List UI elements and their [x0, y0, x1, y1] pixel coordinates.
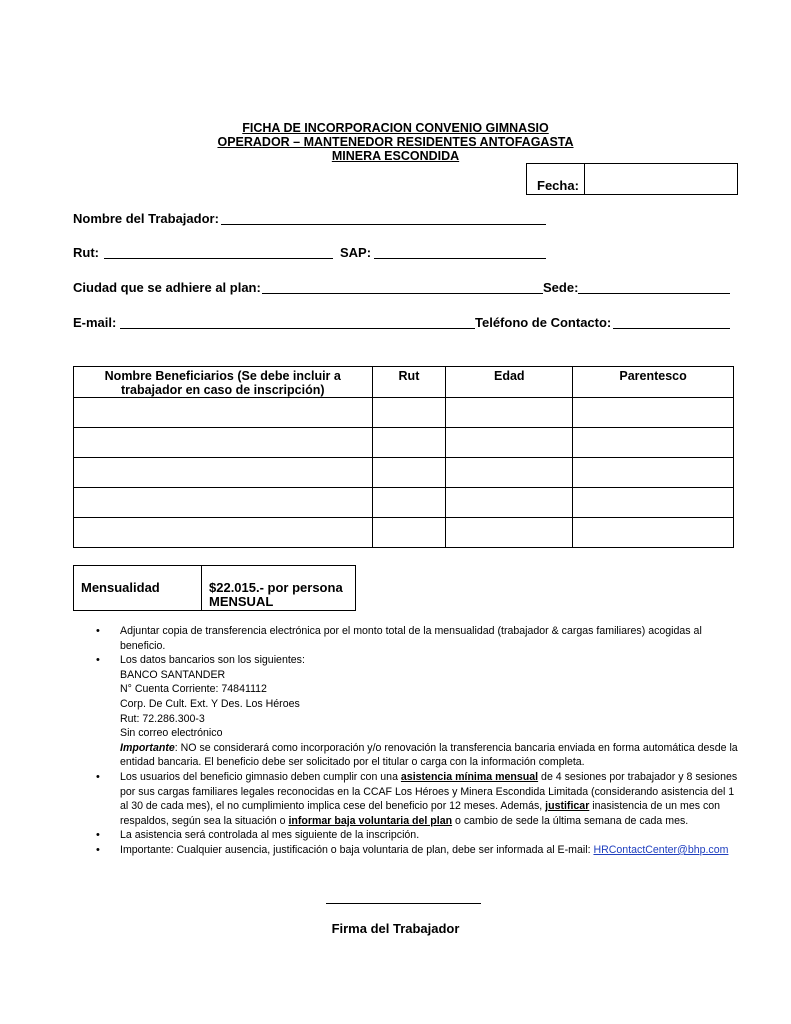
form-title-line2: OPERADOR – MANTENEDOR RESIDENTES ANTOFAGASTA [217, 135, 574, 149]
bank-corp: Corp. De Cult. Ext. Y Des. Los Héroes [120, 697, 300, 710]
nombre-label: Nombre del Trabajador: [73, 211, 219, 226]
cell-rut[interactable] [372, 518, 446, 548]
note-datos-bancarios: • Los datos bancarios son los siguientes: BANCO SANTANDER N° Cuenta Corriente: 74841112 Corp. De Cult. Ext. Y Des. Los Héroes Rut: 72.286.300-3 Sin correo electrónico Importante: NO se considerará como incorporación y/o renovación la transferencia bancaria enviada en forma automática desde la entidad bancaria. El beneficio debe ser solicitado por el titular o carga con la información completa. [120, 653, 742, 770]
fecha-box [526, 163, 738, 195]
nombre-field[interactable] [221, 224, 546, 225]
email-label: E-mail: [73, 315, 117, 330]
sede-label: Sede: [543, 280, 579, 295]
notes-section [96, 624, 742, 858]
importante-label: Importante [120, 741, 175, 754]
cell-rut[interactable] [372, 488, 446, 518]
cell-edad[interactable] [446, 428, 573, 458]
mensualidad-label: Mensualidad [81, 580, 160, 595]
note-control: • La asistencia será controlada al mes siguiente de la inscripción. [120, 828, 742, 843]
cell-nombre[interactable] [74, 428, 373, 458]
bank-account: N° Cuenta Corriente: 74841112 [120, 683, 267, 696]
sap-label: SAP: [340, 245, 372, 260]
cell-rut[interactable] [372, 458, 446, 488]
table-header-row [74, 367, 734, 398]
table-row [74, 518, 734, 548]
bank-name: BANCO SANTANDER [120, 668, 226, 681]
beneficiaries-table [73, 366, 734, 548]
form-title-line1: FICHA DE INCORPORACION CONVENIO GIMNASIO [242, 121, 549, 135]
note-transferencia: • Adjuntar copia de transferencia electrónica por el monto total de la mensualidad (trabajador & cargas familiares) acogidas al beneficio. [120, 624, 742, 653]
mensualidad-value: $22.015.- por persona [209, 580, 343, 595]
header-nombre: Nombre Beneficiarios (Se debe incluir a trabajador en caso de inscripción) [74, 367, 373, 398]
cell-edad[interactable] [446, 518, 573, 548]
table-row [74, 488, 734, 518]
rut-field[interactable] [104, 258, 333, 259]
telefono-field[interactable] [613, 328, 730, 329]
header-parentesco: Parentesco [573, 367, 734, 398]
fecha-input[interactable] [585, 164, 737, 194]
table-row [74, 398, 734, 428]
note-importante: • Importante: Cualquier ausencia, justificación o baja voluntaria de plan, debe ser informada al E-mail: HRContactCenter@bhp.com [120, 843, 742, 858]
fecha-label: Fecha: [537, 178, 579, 193]
rut-label: Rut: [73, 245, 99, 260]
ciudad-label: Ciudad que se adhiere al plan: [73, 280, 261, 295]
email-field[interactable] [120, 328, 475, 329]
cell-parentesco[interactable] [573, 488, 734, 518]
cell-nombre[interactable] [74, 488, 373, 518]
form-title-line3: MINERA ESCONDIDA [331, 149, 460, 163]
sede-field[interactable] [578, 293, 730, 294]
bank-rut: Rut: 72.286.300-3 [120, 712, 205, 725]
note-asistencia: • Los usuarios del beneficio gimnasio deben cumplir con una asistencia mínima mensual de 4 sesiones por trabajador y 8 sesiones por sus cargas familiares legales reconocidas en la CCAF Los Héroes y Minera Escondida Limitada (considerando asistencia del 1 al 30 de cada mes), el no cumplimiento implica cese del beneficio por 12 meses. Además, justificar inasistencia de un mes con respaldos, según sea la situación o informar baja voluntaria del plan o cambio de sede la última semana de cada mes. [120, 770, 742, 828]
cell-rut[interactable] [372, 398, 446, 428]
cell-edad[interactable] [446, 458, 573, 488]
table-row [74, 458, 734, 488]
cell-edad[interactable] [446, 488, 573, 518]
signature-label: Firma del Trabajador [331, 921, 460, 936]
cell-parentesco[interactable] [573, 428, 734, 458]
table-row [74, 428, 734, 458]
header-rut: Rut [372, 367, 446, 398]
cell-parentesco[interactable] [573, 518, 734, 548]
ciudad-field[interactable] [262, 293, 543, 294]
cell-nombre[interactable] [74, 398, 373, 428]
mensualidad-period: MENSUAL [209, 594, 274, 609]
bank-email: Sin correo electrónico [120, 727, 223, 740]
cell-parentesco[interactable] [573, 458, 734, 488]
sap-field[interactable] [374, 258, 546, 259]
cell-rut[interactable] [372, 428, 446, 458]
cell-nombre[interactable] [74, 458, 373, 488]
header-edad: Edad [446, 367, 573, 398]
mensualidad-box [73, 565, 356, 611]
cell-parentesco[interactable] [573, 398, 734, 428]
contact-email-link[interactable]: HRContactCenter@bhp.com [593, 843, 729, 856]
telefono-label: Teléfono de Contacto: [475, 315, 612, 330]
cell-edad[interactable] [446, 398, 573, 428]
signature-line[interactable] [326, 903, 481, 904]
cell-nombre[interactable] [74, 518, 373, 548]
